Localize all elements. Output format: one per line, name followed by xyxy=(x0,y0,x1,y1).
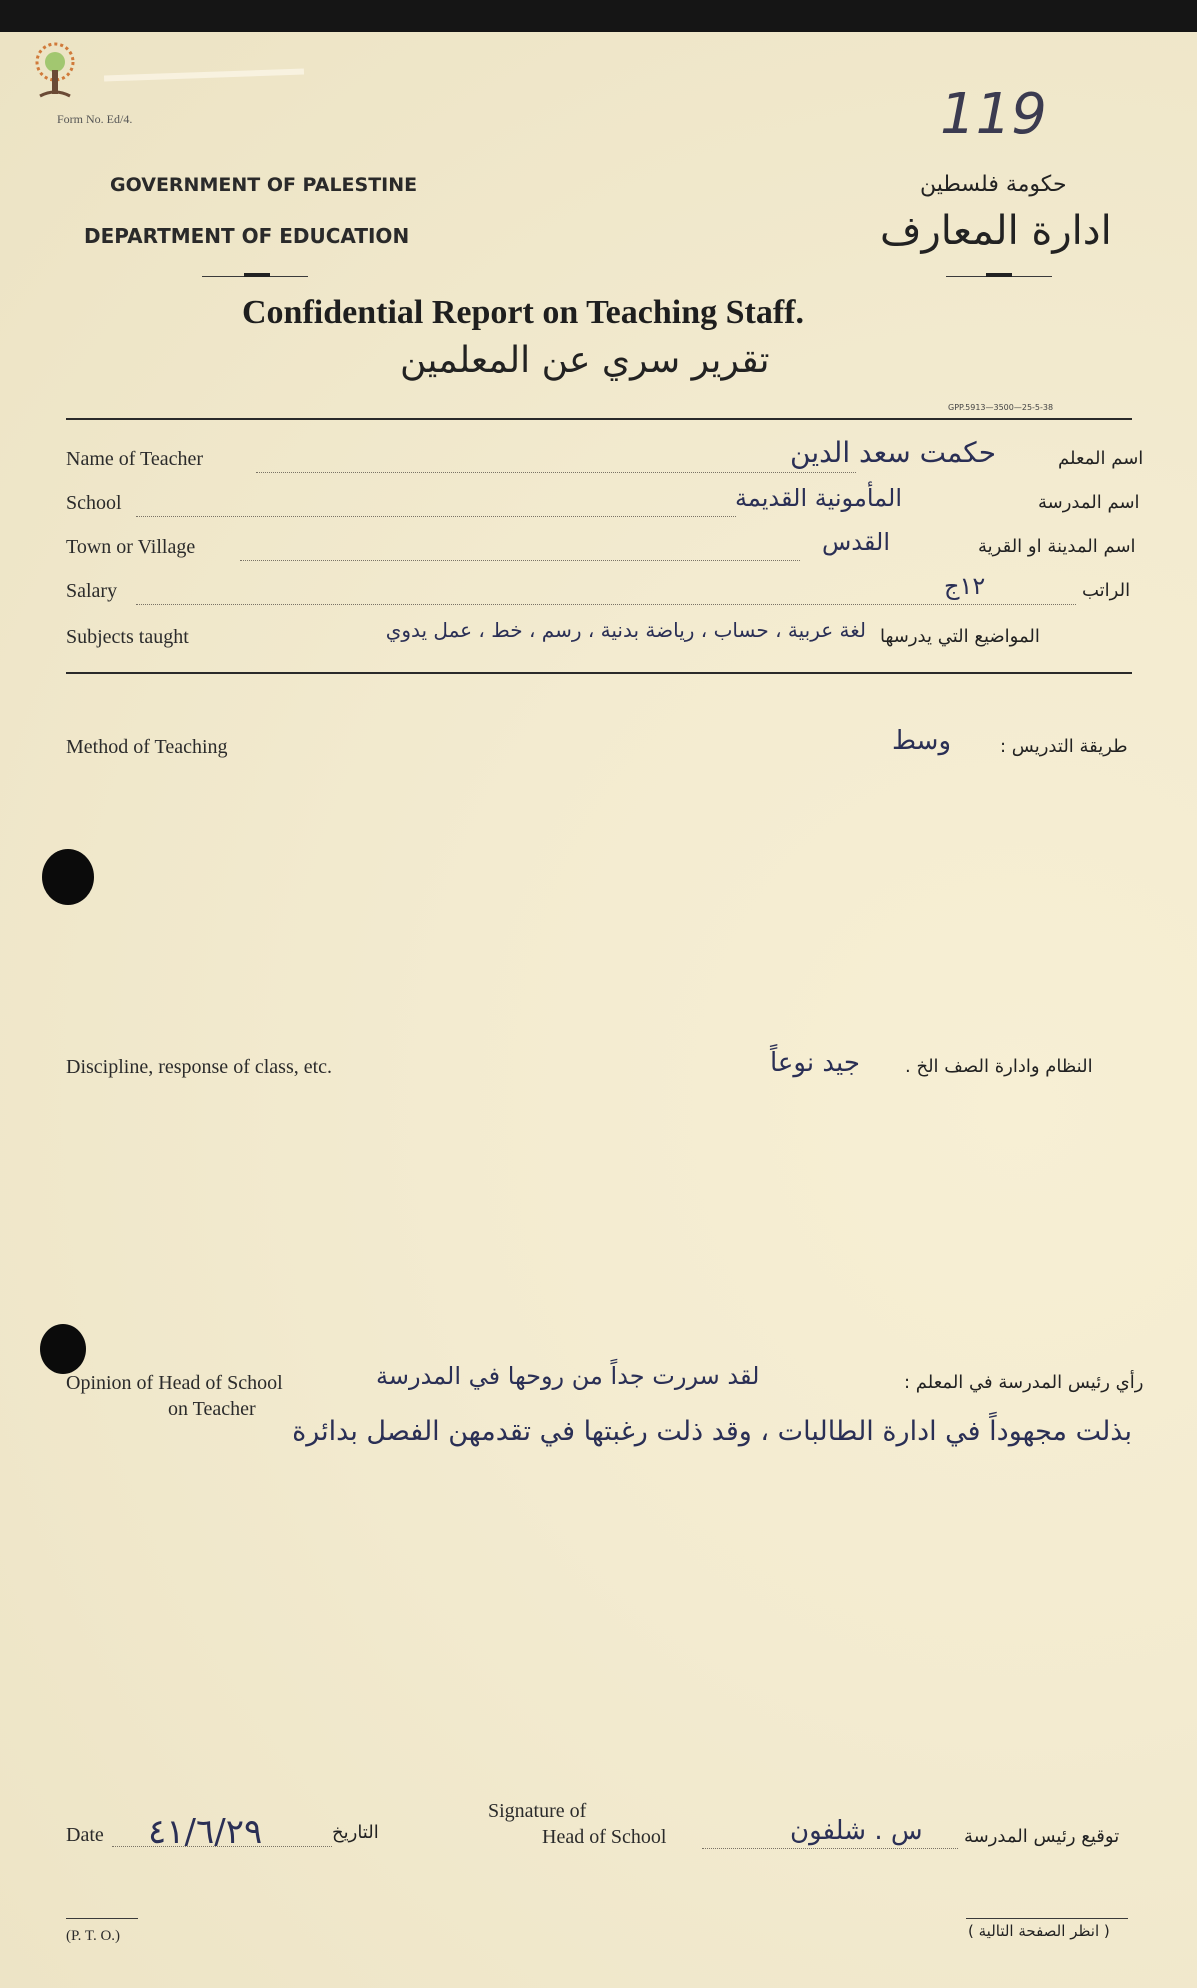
report-title-ar: تقرير سري عن المعلمين xyxy=(400,340,770,381)
town-value: القدس xyxy=(822,528,891,556)
footer-rule xyxy=(66,1918,138,1919)
salary-label-en: Salary xyxy=(66,580,118,602)
opinion-label-en-2: on Teacher xyxy=(168,1398,256,1420)
date-value: ٤١/٦/٢٩ xyxy=(148,1812,263,1852)
pto-ar: ( انظر الصفحة التالية ) xyxy=(968,1922,1110,1940)
salary-value: ١٢ج xyxy=(944,572,986,600)
government-heading-ar: حكومة فلسطين xyxy=(920,172,1067,197)
document-page xyxy=(0,32,1197,1988)
department-heading-en: DEPARTMENT OF EDUCATION xyxy=(84,224,410,248)
school-label-ar: اسم المدرسة xyxy=(1038,492,1140,513)
teacher-value: حكمت سعد الدين xyxy=(790,436,997,469)
school-line xyxy=(136,516,736,517)
footer-rule xyxy=(966,1918,1128,1919)
opinion-label-ar: رأي رئيس المدرسة في المعلم : xyxy=(904,1372,1144,1393)
subjects-label-en: Subjects taught xyxy=(66,626,189,648)
school-label-en: School xyxy=(66,492,122,514)
opinion-line-2: بذلت مجهوداً في ادارة الطالبات ، وقد ذلت رغبتها في تقدمهن الفصل بدائرة xyxy=(292,1416,1132,1447)
government-heading-en: GOVERNMENT OF PALESTINE xyxy=(110,174,418,196)
method-label-ar: طريقة التدريس : xyxy=(1000,736,1128,757)
discipline-label-ar: النظام وادارة الصف الخ . xyxy=(905,1056,1093,1077)
signature-line xyxy=(702,1848,958,1849)
town-line xyxy=(240,560,800,561)
report-title-en: Confidential Report on Teaching Staff. xyxy=(242,294,804,331)
signature-value: س . شلفون xyxy=(790,1816,923,1846)
subjects-value: لغة عربية ، حساب ، رياضة بدنية ، رسم ، خط ، عمل يدوي xyxy=(385,618,866,642)
signature-label-ar: توقيع رئيس المدرسة xyxy=(964,1826,1120,1847)
teacher-line xyxy=(256,472,856,473)
divider-mark xyxy=(986,273,1012,277)
teacher-label-ar: اسم المعلم xyxy=(1058,448,1144,469)
print-code: GPP.5913—3500—25-5-38 xyxy=(948,403,1054,412)
school-value: المأمونية القديمة xyxy=(735,484,902,512)
divider-mark xyxy=(244,273,270,277)
section-rule xyxy=(66,672,1132,674)
opinion-line-1: لقد سررت جداً من روحها في المدرسة xyxy=(376,1362,760,1390)
town-label-ar: اسم المدينة او القرية xyxy=(978,536,1136,557)
pto-en: (P. T. O.) xyxy=(66,1928,121,1944)
teacher-label-en: Name of Teacher xyxy=(66,448,204,470)
tape-mark xyxy=(104,69,304,82)
scan-top-border xyxy=(0,0,1197,32)
discipline-value: جيد نوعاً xyxy=(770,1048,860,1078)
tree-logo-icon xyxy=(26,40,84,110)
method-label-en: Method of Teaching xyxy=(66,736,228,758)
method-value: وسط xyxy=(892,726,952,756)
department-heading-ar: ادارة المعارف xyxy=(880,208,1112,254)
discipline-label-en: Discipline, response of class, etc. xyxy=(66,1056,333,1078)
salary-label-ar: الراتب xyxy=(1082,580,1131,601)
ink-blot xyxy=(42,849,94,905)
opinion-label-en: Opinion of Head of School xyxy=(66,1372,283,1394)
signature-label-en-1: Signature of xyxy=(488,1800,587,1822)
section-rule xyxy=(66,418,1132,420)
form-number: Form No. Ed/4. xyxy=(57,112,133,126)
subjects-label-ar: المواضيع التي يدرسها xyxy=(880,626,1040,647)
date-label-en: Date xyxy=(66,1824,104,1846)
ink-blot xyxy=(40,1324,86,1374)
salary-line xyxy=(136,604,1076,605)
date-label-ar: التاريخ xyxy=(332,1822,379,1843)
signature-label-en-2: Head of School xyxy=(542,1826,667,1848)
town-label-en: Town or Village xyxy=(66,536,196,558)
page-number: 119 xyxy=(940,82,1047,147)
